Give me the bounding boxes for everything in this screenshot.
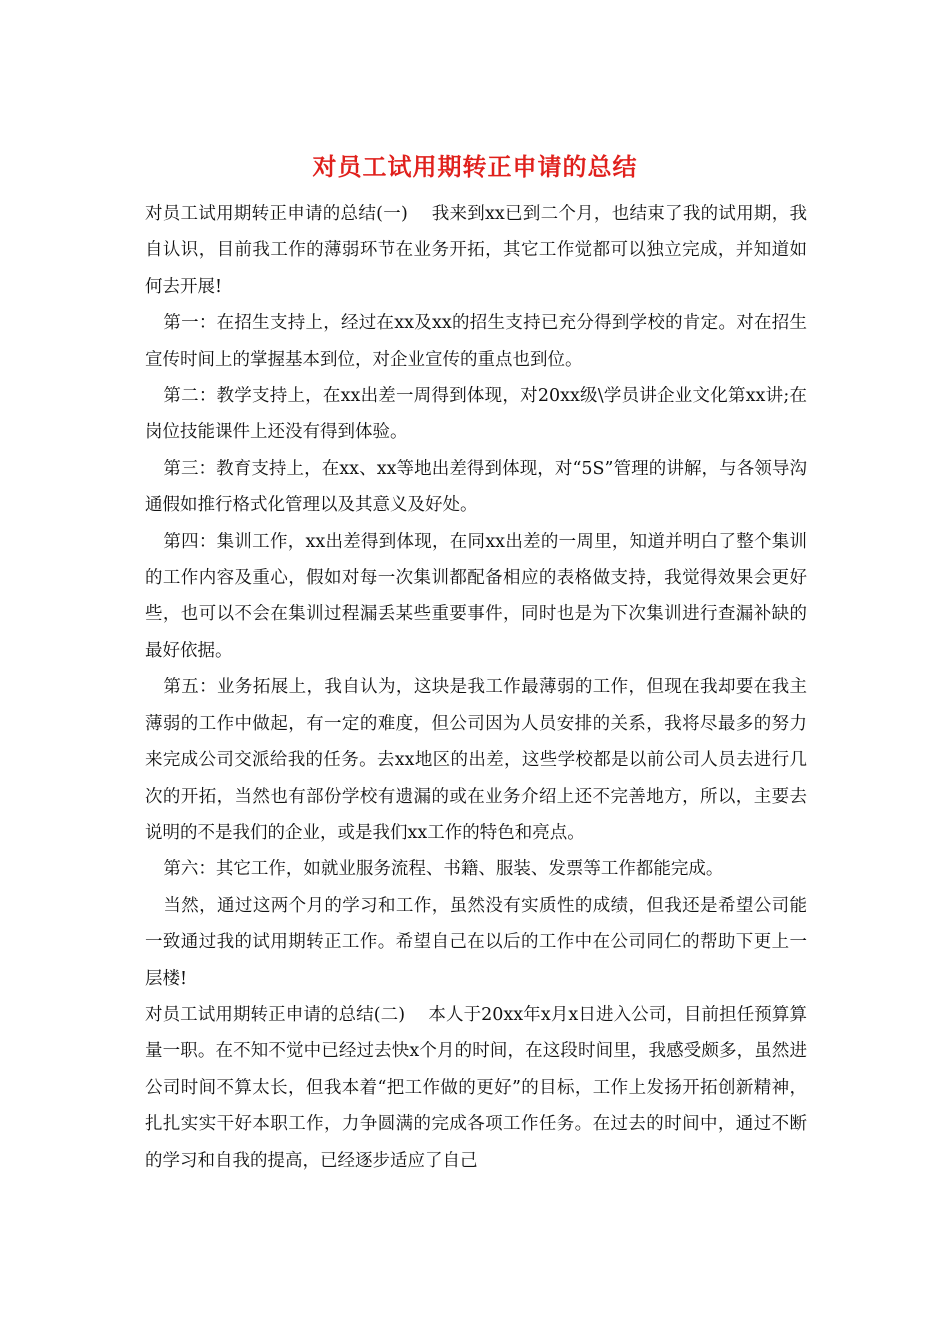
paragraph-6: 第五：业务拓展上，我自认为，这块是我工作最薄弱的工作，但现在我却要在我主薄弱的工作中做起，有一定的难度，但公司因为人员安排的关系，我将尽最多的努力来完成公司交派给我的任务。去xx地区的出差，这些学校都是以前公司人员去进行几次的开拓，当然也有部份学校有遗漏的或在业务介绍上还不完善地方，所以，主要去说明的不是我们的企业，或是我们xx工作的特色和亮点。 — [145, 677, 807, 843]
paragraph-8: 当然，通过这两个月的学习和工作，虽然没有实质性的成绩，但我还是希望公司能一致通过我的试用期转正工作。希望自己在以后的工作中在公司同仁的帮助下更上一层楼! — [145, 895, 807, 989]
paragraph-5: 第四：集训工作，xx出差得到体现，在同xx出差的一周里，知道并明白了整个集训的工作内容及重心，假如对每一次集训都配备相应的表格做支持，我觉得效果会更好些，也可以不会在集训过程漏丢某些重要事件，同时也是为下次集训进行查漏补缺的最好依据。 — [145, 531, 807, 661]
document-body — [145, 196, 807, 1179]
paragraph-9: 对员工试用期转正申请的总结(二) 本人于20xx年x月x日进入公司，目前担任预算算量一职。在不知不觉中已经过去快x个月的时间，在这段时间里，我感受颇多，虽然进公司时间不算太长，但我本着“把工作做的更好”的目标，工作上发扬开拓创新精神，扎扎实实干好本职工作，力争圆满的完成各项工作任务。在过去的时间中，通过不断的学习和自我的提高，已经逐步适应了自己 — [145, 1004, 807, 1171]
paragraph-7: 第六：其它工作，如就业服务流程、书籍、服装、发票等工作都能完成。 — [163, 859, 724, 880]
document-title: 对员工试用期转正申请的总结 — [312, 153, 638, 181]
paragraph-1: 对员工试用期转正申请的总结(一) 我来到xx已到二个月，也结束了我的试用期，我自认识，目前我工作的薄弱环节在业务开拓，其它工作觉都可以独立完成，并知道如何去开展! — [145, 204, 807, 297]
paragraph-2: 第一：在招生支持上，经过在xx及xx的招生支持已充分得到学校的肯定。对在招生宣传时间上的掌握基本到位，对企业宣传的重点也到位。 — [145, 313, 807, 370]
paragraph-4: 第三：教育支持上，在xx、xx等地出差得到体现，对“5S”管理的讲解，与各领导沟通假如推行格式化管理以及其意义及好处。 — [145, 458, 807, 516]
paragraph-3: 第二：教学支持上，在xx出差一周得到体现，对20xx级\学员讲企业文化第xx讲;在岗位技能课件上还没有得到体验。 — [145, 386, 807, 443]
